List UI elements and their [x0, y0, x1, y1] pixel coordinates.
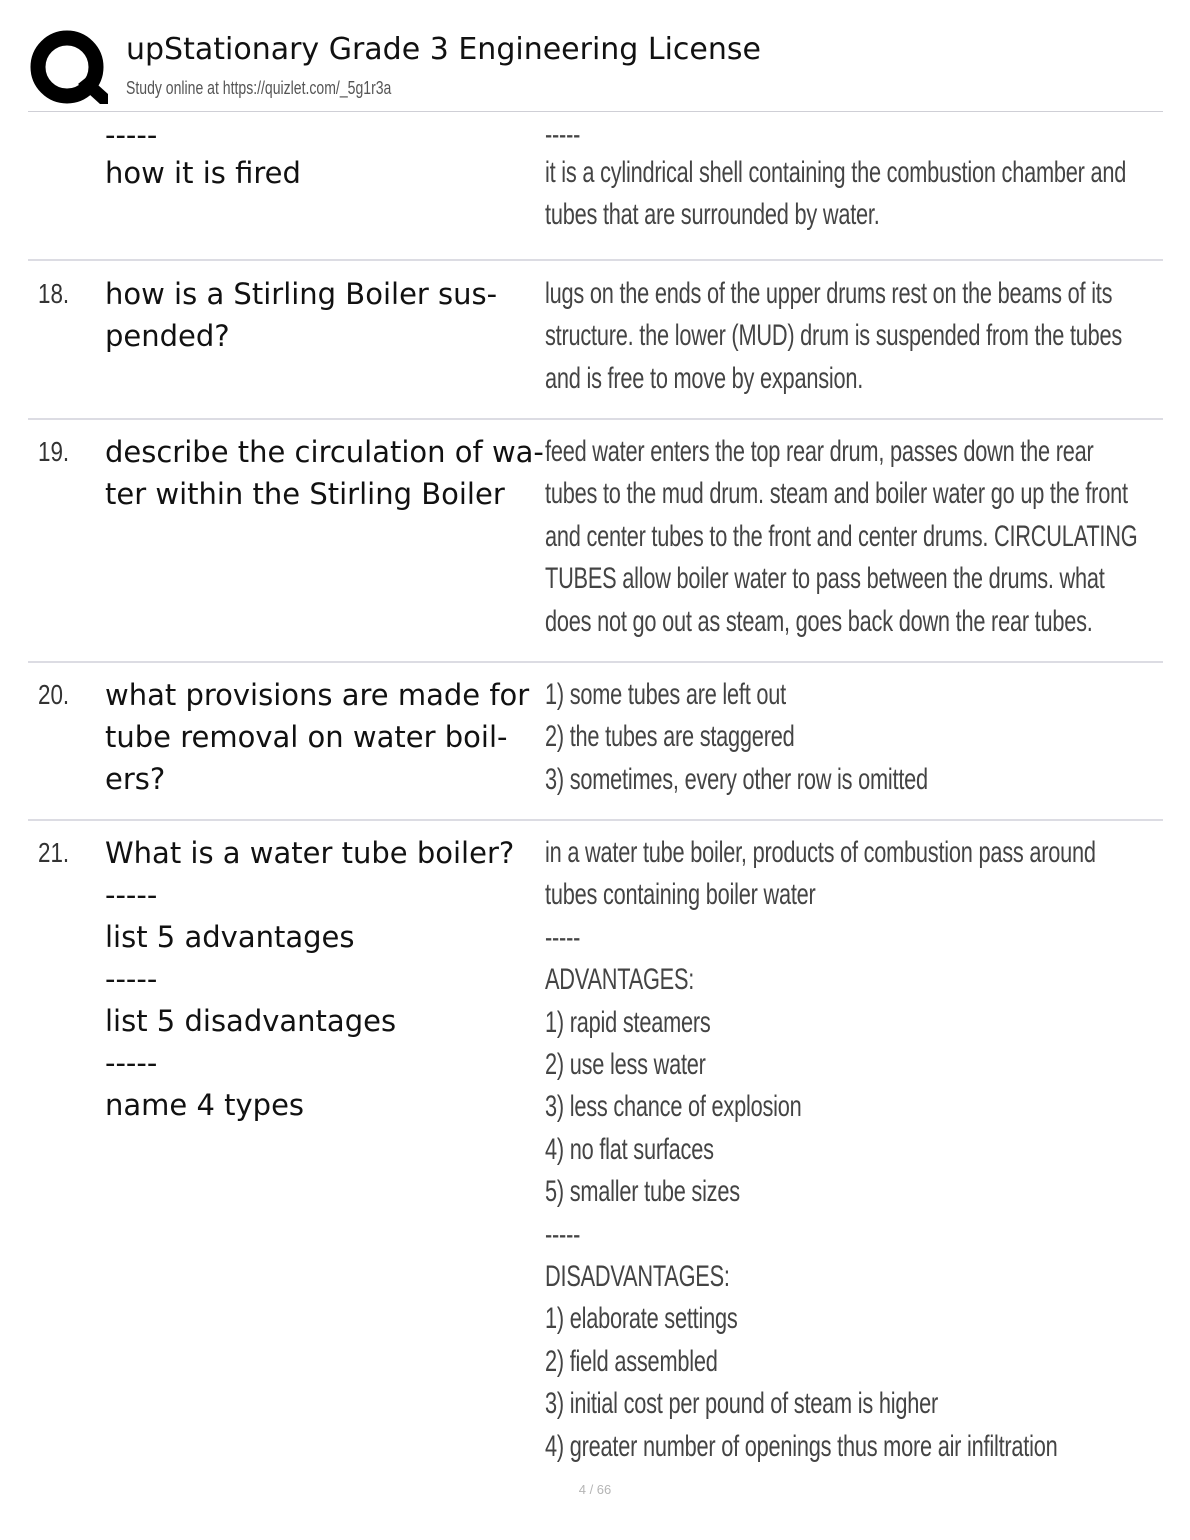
header-divider [28, 111, 1163, 112]
card-definition [545, 431, 1190, 643]
term-line: ----- [105, 878, 158, 912]
card-term [105, 832, 537, 1126]
flashcard-18 [28, 273, 1163, 418]
quizlet-logo-icon [30, 30, 108, 108]
term-line: how is a Stirling Boiler sus- [105, 277, 498, 311]
definition-line: 1) rapid steamers [545, 1005, 711, 1039]
term-line: tube removal on water boil- [105, 720, 508, 754]
card-definition [545, 832, 1190, 1468]
card-number: 20. [38, 679, 70, 710]
card-term [105, 674, 537, 800]
set-title: upStationary Grade 3 Engineering License [126, 32, 761, 67]
definition-line: feed water enters the top rear drum, passes down the rear [545, 435, 1094, 468]
definition-line: 3) initial cost per pound of steam is higher [545, 1387, 939, 1421]
card-term [105, 118, 537, 194]
card-divider [28, 661, 1163, 663]
definition-line: ADVANTAGES: [545, 963, 695, 997]
definition-line: tubes to the mud drum. steam and boiler water go up the front [545, 477, 1128, 511]
term-line: ter within the Stirling Boiler [105, 477, 505, 511]
term-line: ----- [105, 962, 158, 996]
definition-line: it is a cylindrical shell containing the combustion chamber and [545, 156, 1127, 189]
term-line: What is a water tube boiler? [105, 836, 515, 870]
definition-line: and center tubes to the front and center drums. CIRCULATING [545, 519, 1138, 553]
card-definition [545, 118, 1190, 237]
card-term [105, 273, 537, 357]
page-header [0, 0, 1190, 112]
definition-line: structure. the lower (MUD) drum is suspended from the tubes [545, 319, 1123, 353]
definition-line: ----- [545, 1217, 581, 1251]
definition-line: tubes containing boiler water [545, 878, 816, 912]
term-line: ers? [105, 762, 166, 796]
term-line: list 5 disadvantages [105, 1004, 397, 1038]
definition-line: ----- [545, 920, 581, 954]
card-number: 18. [38, 278, 70, 309]
definition-line: ----- [545, 118, 581, 151]
definition-line: 3) sometimes, every other row is omitted [545, 762, 928, 796]
page-indicator: 4 / 66 [578, 1482, 612, 1497]
study-online-link-text[interactable]: Study online at https://quizlet.com/_5g1r3a [126, 78, 392, 98]
flashcard-19 [28, 431, 1163, 661]
definition-line: 1) elaborate settings [545, 1302, 738, 1336]
flashcard-21 [28, 832, 1163, 1472]
definition-line: 2) field assembled [545, 1344, 718, 1378]
card-number: 21. [38, 837, 70, 868]
definition-line: 2) use less water [545, 1048, 706, 1082]
definition-line: TUBES allow boiler water to pass between the drums. what [545, 562, 1105, 596]
definition-line: 1) some tubes are left out [545, 678, 786, 711]
definition-line: DISADVANTAGES: [545, 1260, 730, 1294]
term-line: pended? [105, 319, 230, 353]
card-definition [545, 273, 1190, 400]
definition-line: tubes that are surrounded by water. [545, 198, 880, 232]
definition-line: 4) no flat surfaces [545, 1132, 714, 1166]
definition-line: and is free to move by expansion. [545, 361, 864, 395]
definition-line: 3) less chance of explosion [545, 1090, 802, 1124]
card-divider [28, 418, 1163, 420]
card-number: 19. [38, 436, 70, 467]
term-line: what provisions are made for [105, 678, 530, 712]
flashcard-20 [28, 674, 1163, 819]
card-definition [545, 674, 1073, 801]
definition-line: lugs on the ends of the upper drums rest on the beams of its [545, 277, 1113, 310]
term-line: name 4 types [105, 1088, 305, 1122]
definition-line: 4) greater number of openings thus more air infiltration [545, 1429, 1058, 1463]
term-line: list 5 advantages [105, 920, 355, 954]
card-divider [28, 259, 1163, 261]
definition-line: 2) the tubes are staggered [545, 720, 795, 754]
term-line: ----- [105, 118, 158, 152]
card-divider [28, 819, 1163, 821]
term-line: ----- [105, 1046, 158, 1080]
definition-line: in a water tube boiler, products of combustion pass around [545, 836, 1096, 869]
definition-line: 5) smaller tube sizes [545, 1175, 740, 1209]
term-line: how it is fired [105, 156, 301, 190]
flashcard-continued [28, 118, 1163, 260]
term-line: describe the circulation of wa- [105, 435, 544, 469]
definition-line: does not go out as steam, goes back down the rear tubes. [545, 604, 1093, 638]
card-term [105, 431, 544, 515]
